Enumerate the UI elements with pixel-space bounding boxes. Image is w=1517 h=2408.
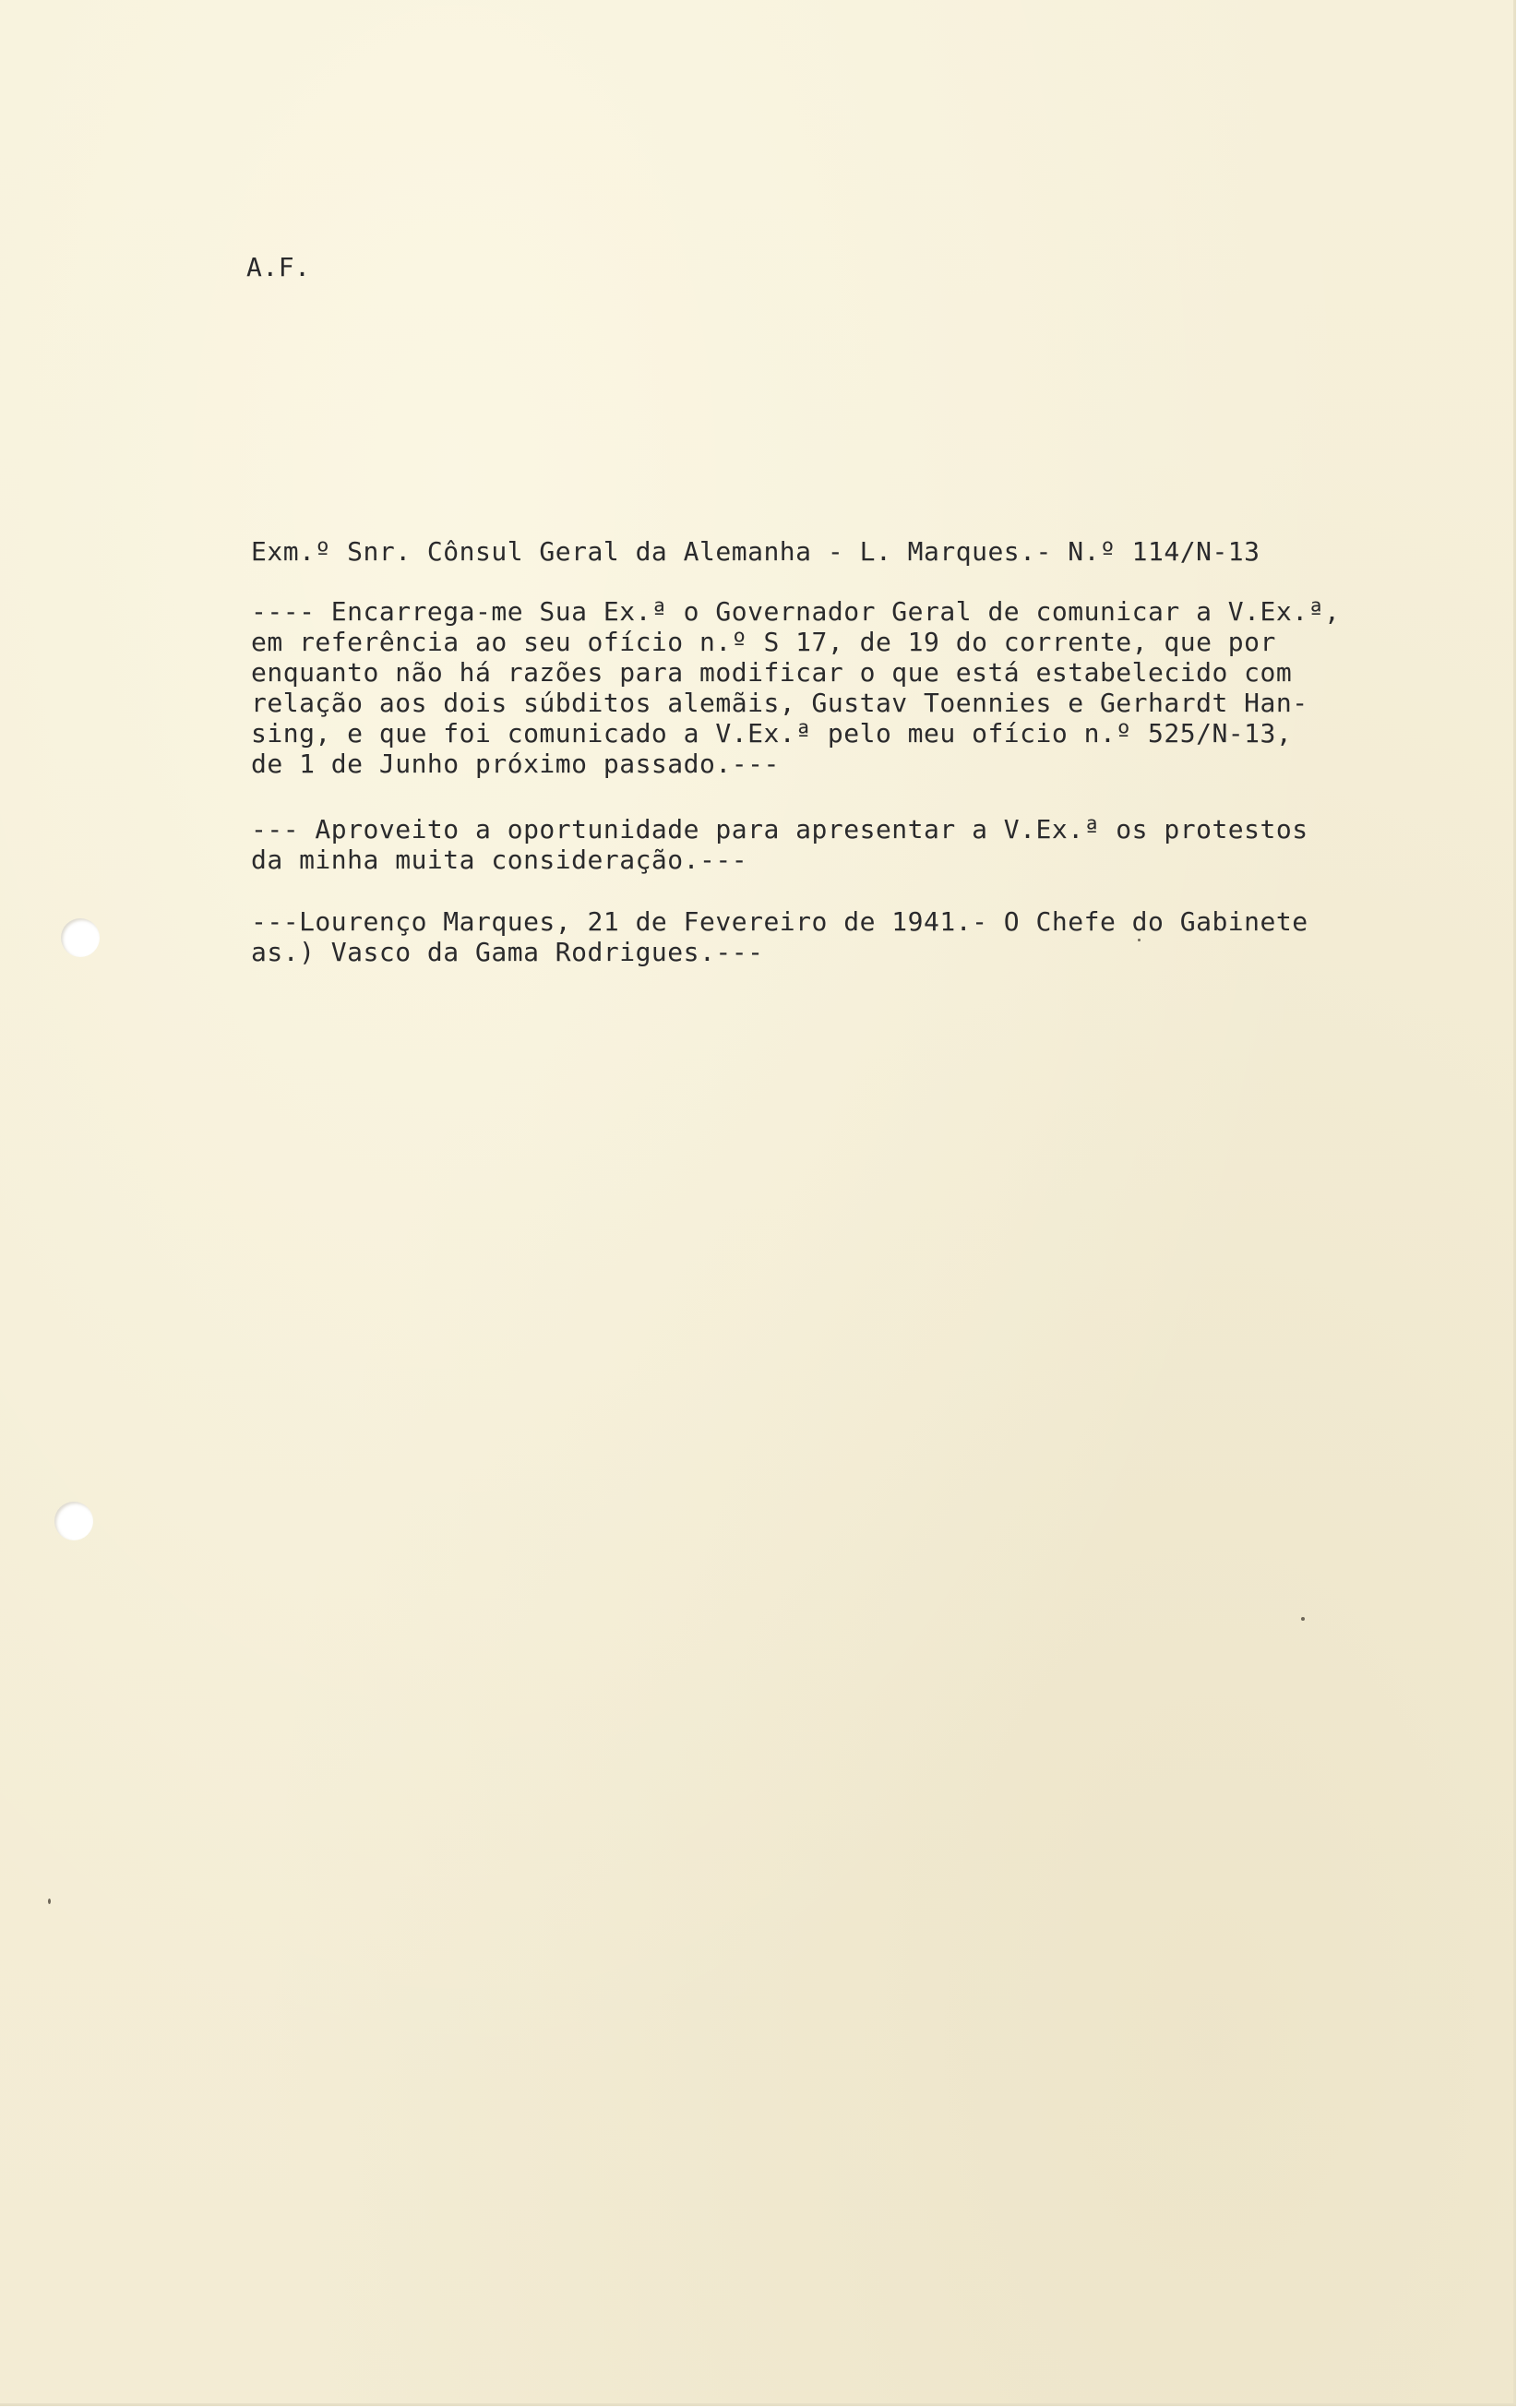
- punch-hole-top: [61, 918, 100, 957]
- punch-hole-bottom: [54, 1502, 93, 1540]
- text-line: relação aos dois súbditos alemãis, Gustav Toennies e Gerhardt Han-: [251, 688, 1308, 718]
- text-line: em referência ao seu ofício n.º S 17, de 19 do corrente, que por: [251, 627, 1276, 657]
- text-line: ---- Encarrega-me Sua Ex.ª o Governador Geral de comunicar a V.Ex.ª,: [251, 596, 1341, 627]
- paper-speck: [48, 1899, 51, 1904]
- body-paragraph-courtesy: [251, 814, 1308, 875]
- text-line: de 1 de Junho próximo passado.---: [251, 749, 780, 779]
- signature-line: as.) Vasco da Gama Rodrigues.---: [251, 937, 764, 967]
- paper-speck: [1301, 1617, 1305, 1621]
- body-paragraph-main: [251, 596, 1340, 779]
- addressee-line: Exm.º Snr. Cônsul Geral da Alemanha - L. Marques.- N.º 114/N-13: [251, 536, 1260, 567]
- text-line: sing, e que foi comunicado a V.Ex.ª pelo meu ofício n.º 525/N-13,: [251, 718, 1293, 749]
- closing-signature-block: [251, 906, 1308, 967]
- text-line: da minha muita consideração.---: [251, 845, 748, 875]
- text-line: enquanto não há razões para modificar o que está estabelecido com: [251, 657, 1293, 688]
- text-line: --- Aproveito a oportunidade para apresentar a V.Ex.ª os protestos: [251, 814, 1308, 845]
- file-initials: A.F.: [246, 252, 311, 282]
- date-and-title-line: ---Lourenço Marques, 21 de Fevereiro de 1941.- O Chefe do Gabinete: [251, 906, 1308, 937]
